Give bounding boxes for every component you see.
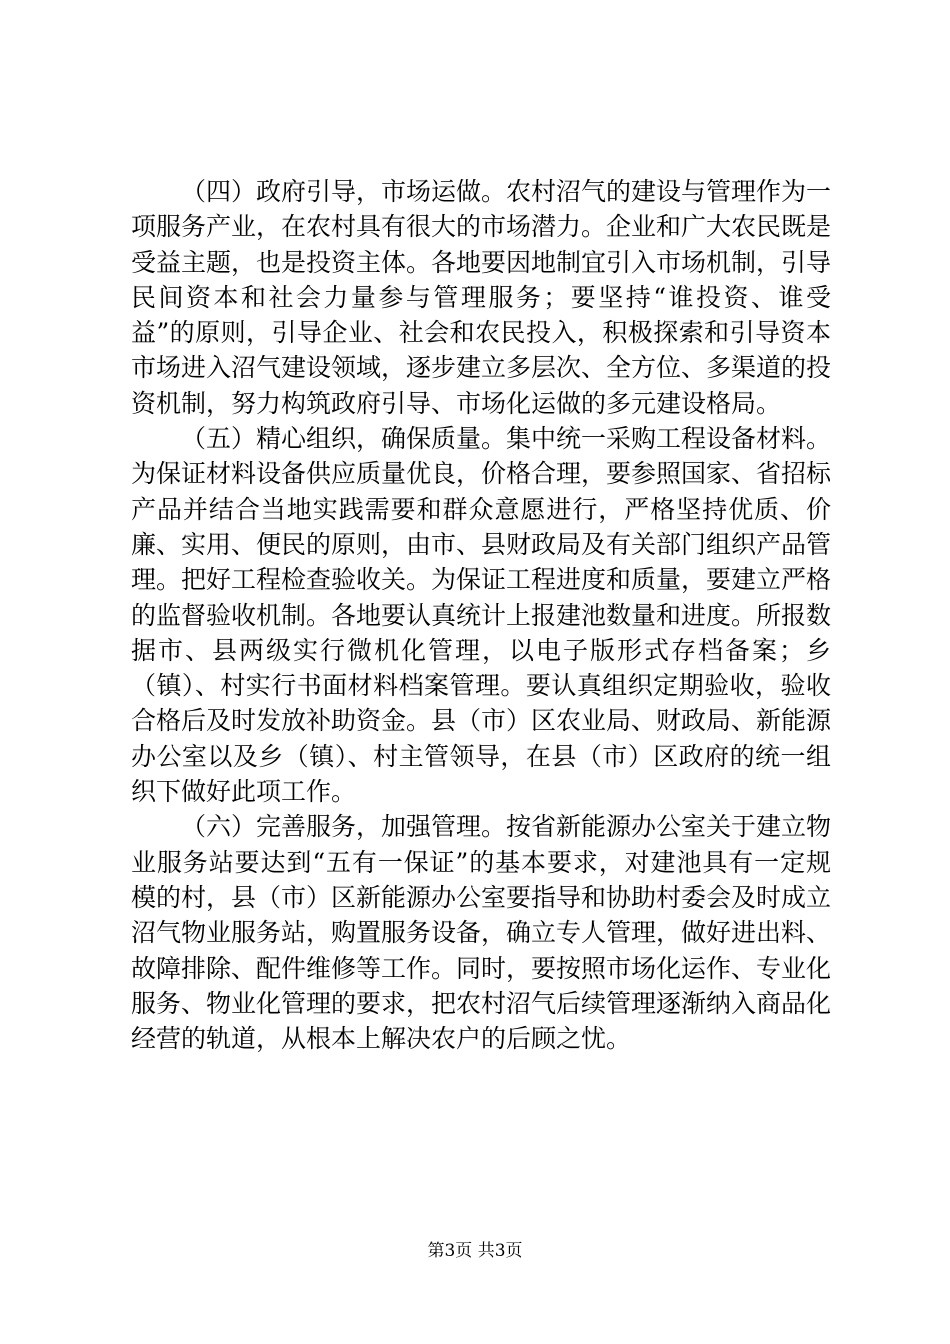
paragraph-service-management: （六）完善服务，加强管理。按省新能源办公室关于建立物业服务站要达到“五有一保证”的基本要求，对建池具有一定规模的村，县（市）区新能源办公室要指导和协助村委会及时成立沼气物业服务站，购置服务设备，确立专人管理，做好进出料、故障排除、配件维修等工作。同时，要按照市场化运作、专业化服务、物业化管理的要求，把农村沼气后续管理逐渐纳入商品化经营的轨道，从根本上解决农户的后顾之忧。 (131, 812, 832, 1054)
page-footer: 第3页 共3页 (427, 1241, 523, 1261)
paragraph-government-guidance: （四）政府引导，市场运做。农村沼气的建设与管理作为一项服务产业，在农村具有很大的市场潜力。企业和广大农民既是受益主题，也是投资主体。各地要因地制宜引入市场机制，引导民间资本和社会力量参与管理服务；要坚持“谁投资、谁受益”的原则，引导企业、社会和农民投入，积极探索和引导资本市场进入沼气建设领域，逐步建立多层次、全方位、多渠道的投资机制，努力构筑政府引导、市场化运做的多元建设格局。 (131, 177, 832, 418)
document-body (131, 174, 831, 1056)
paragraph-organization-quality: （五）精心组织，确保质量。集中统一采购工程设备材料。为保证材料设备供应质量优良，价格合理，要参照国家、省招标产品并结合当地实践需要和群众意愿进行，严格坚持优质、价廉、实用、便民的原则，由市、县财政局及有关部门组织产品管理。把好工程检查验收关。为保证工程进度和质量，要建立严格的监督验收机制。各地要认真统计上报建池数量和进度。所报数据市、县两级实行微机化管理，以电子版形式存档备案；乡（镇）、村实行书面材料档案管理。要认真组织定期验收，验收合格后及时发放补助资金。县（市）区农业局、财政局、新能源办公室以及乡（镇）、村主管领导，在县（市）区政府的统一组织下做好此项工作。 (131, 424, 832, 807)
